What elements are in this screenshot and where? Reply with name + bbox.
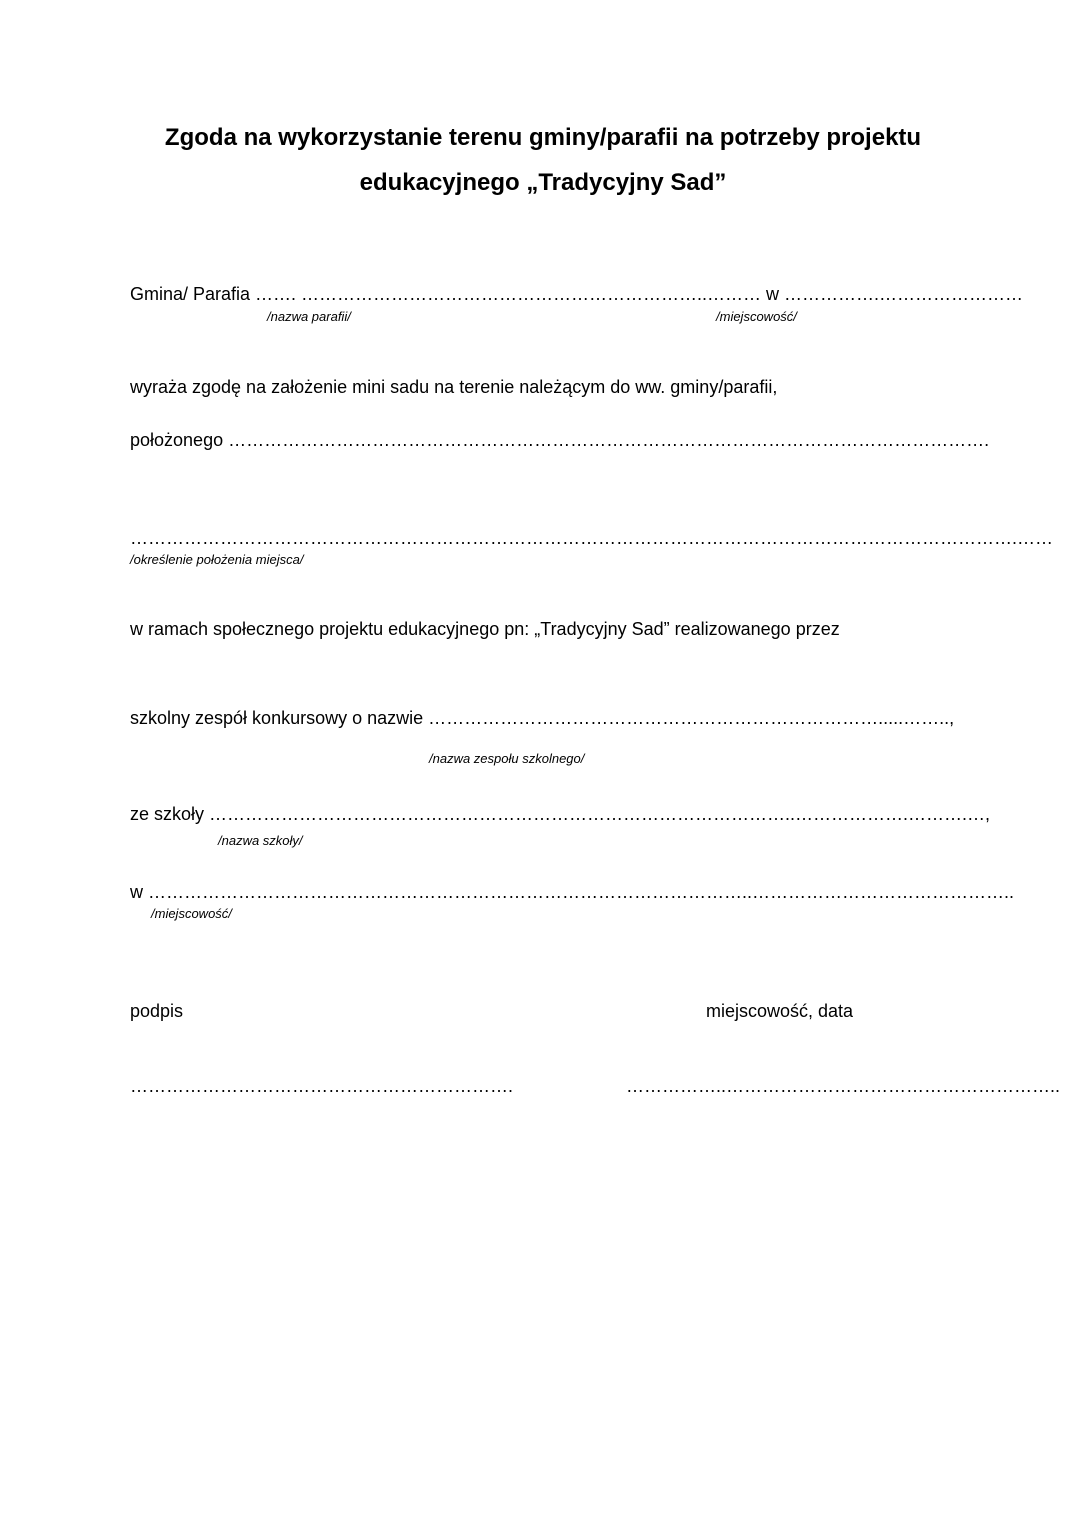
caption-nazwa-zespolu: /nazwa zespołu szkolnego/: [429, 751, 585, 766]
polozonego-field: położonego ……………………………………………………………………………………………………………….: [130, 430, 990, 450]
caption-miejscowosc: /miejscowość/: [716, 309, 797, 324]
gmina-parafia-field: Gmina/ Parafia ……. …………………………………………………………..……… w …………….……………………: [130, 284, 1024, 304]
signature-line: ……………………………………………………….: [130, 1076, 514, 1096]
school-town-field: w ………………………………………………………………………………………..……………………………………..: [130, 882, 1015, 902]
caption-nazwa-szkoly: /nazwa szkoły/: [218, 833, 303, 848]
team-name-field: szkolny zespół konkursowy o nazwie ………………………………………………………………….....……..,: [130, 708, 955, 728]
project-statement: w ramach społecznego projektu edukacyjnego pn: „Tradycyjny Sad” realizowanego przez: [130, 619, 840, 639]
place-date-line: ……………..………………………………………………..: [626, 1076, 1061, 1096]
school-name-field: ze szkoły ……………………………………………………………………………………..……………….……….…,: [130, 804, 991, 824]
caption-okreslenie-polozenia: /określenie położenia miejsca/: [130, 552, 304, 567]
caption-miejscowosc-2: /miejscowość/: [151, 906, 232, 921]
document-title-line-1: Zgoda na wykorzystanie terenu gminy/parafii na potrzeby projektu: [164, 124, 922, 151]
document-title-line-2: edukacyjnego „Tradycyjny Sad”: [359, 169, 727, 196]
location-description-field: ………………………………………………………………………………………………………………………………….……: [130, 528, 1054, 548]
consent-statement: wyraża zgodę na założenie mini sadu na terenie należącym do ww. gminy/parafii,: [130, 377, 778, 397]
place-date-label: miejscowość, data: [706, 1001, 854, 1021]
signature-label: podpis: [130, 1001, 184, 1021]
caption-nazwa-parafii: /nazwa parafii/: [267, 309, 351, 324]
